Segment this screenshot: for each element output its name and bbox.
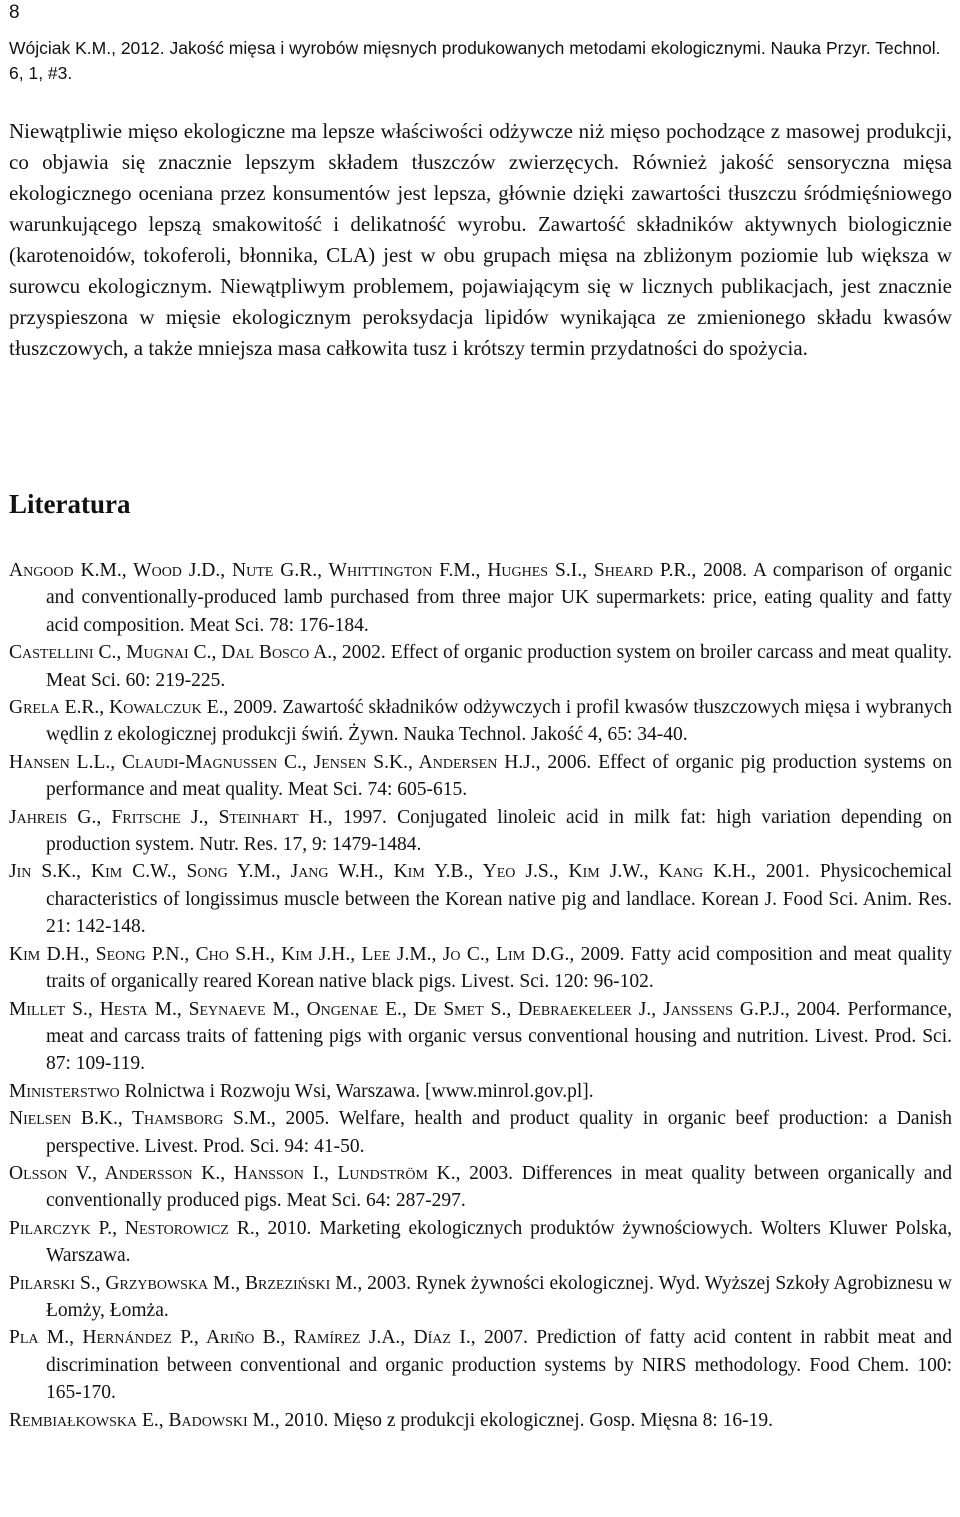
reference-authors: Pilarski S., Grzybowska M., Brzeziński M., 2003. — [9, 1272, 412, 1294]
reference-text: A comparison of organic and conventionally-produced lamb purchased from three major UK supermarkets: price, eating quality and fatty acid composition. Meat Sci. 78: 176-184. — [46, 560, 952, 636]
reference-text: Prediction of fatty acid content in rabbit meat and discrimination between conventional and organic production systems by NIRS methodology. Food Chem. 100: 165-170. — [46, 1327, 952, 1404]
reference-text: Rolnictwa i Rozwoju Wsi, Warszawa. [www.minrol.gov.pl]. — [124, 1080, 594, 1102]
reference-item — [9, 1160, 952, 1215]
body-paragraph: Niewątpliwie mięso ekologiczne ma lepsze właściwości odżywcze niż mięso pochodzące z masowej produkcji, co objawia się znacznie lepszym składem tłuszczów zwierzęcych. Również jakość sensoryczna mięsa ekologicznego oceniana przez konsumentów jest lepsza, głównie dzięki zawartości tłuszczu śródmięśniowego warunkującego lepszą smakowitość i delikatność wyrobu. Zawartość składników aktywnych biologicznie (karotenoidów, tokoferoli, błonnika, CLA) jest w obu grupach mięsa na zbliżonym poziomie lub większa w surowcu ekologicznym. Niewątpliwym problemem, pojawiającym się w licznych publikacjach, jest znacznie przyspieszona w mięsie ekologicznym peroksydacja lipidów wynikająca ze zmienionego składu kwasów tłuszczowych, a także mniejsza masa całkowita tusz i krótszy termin przydatności do spożycia. — [9, 119, 952, 360]
reference-text: Rynek żywności ekologicznej. Wyd. Wyższej Szkoły Agrobiznesu w Łomży, Łomża. — [46, 1272, 953, 1321]
reference-item — [9, 639, 952, 694]
reference-text: Fatty acid composition and meat quality traits of organically reared Korean native black pigs. Livest. Sci. 120: 96-102. — [46, 943, 953, 993]
reference-text: Physicochemical characteristics of longissimus muscle between the Korean native pig and landlace. Korean J. Food Sci. Anim. Res. 21: 142-148. — [46, 861, 952, 938]
reference-item — [9, 941, 952, 996]
reference-item — [9, 858, 952, 940]
reference-item — [9, 1270, 952, 1325]
reference-authors: Castellini C., Mugnai C., Dal Bosco A., 2002. — [9, 642, 386, 664]
reference-item — [9, 557, 952, 639]
reference-authors: Jahreis G., Fritsche J., Steinhart H., 1997. — [9, 806, 387, 828]
reference-text: Effect of organic pig production systems on performance and meat quality. Meat Sci. 74: 605-615. — [46, 751, 953, 801]
reference-text: Performance, meat and carcass traits of fattening pigs with organic versus conventional housing and nutrition. Livest. Prod. Sci. 87: 109-119. — [46, 998, 952, 1075]
reference-item — [9, 804, 952, 859]
reference-item — [9, 694, 952, 749]
reference-item — [9, 1324, 952, 1406]
reference-authors: Angood K.M., Wood J.D., Nute G.R., Whittington F.M., Hughes S.I., Sheard P.R., 2008. — [9, 560, 748, 581]
reference-authors: Olsson V., Andersson K., Hansson I., Lundström K., 2003. — [9, 1162, 514, 1184]
reference-authors: Hansen L.L., Claudi-Magnussen C., Jensen S.K., Andersen H.J., 2006. — [9, 751, 592, 773]
reference-text: Welfare, health and product quality in organic beef production: a Danish perspective. Livest. Prod. Sci. 94: 41-50. — [46, 1108, 952, 1157]
reference-item — [9, 1105, 952, 1160]
reference-text: Zawartość składników odżywczych i profil kwasów tłuszczowych mięsa i wybranych wędlin z ekologicznej produkcji świń. Żywn. Nauka Technol. Jakość 4, 65: 34-40. — [46, 697, 953, 746]
reference-text: Mięso z produkcji ekologicznej. Gosp. Mięsna 8: 16-19. — [333, 1409, 773, 1431]
reference-item — [9, 996, 952, 1078]
literature-heading: Literatura — [9, 489, 131, 519]
reference-item — [9, 1078, 952, 1105]
reference-text: Differences in meat quality between organically and conventionally produced pigs. Meat Sci. 64: 287-297. — [46, 1162, 952, 1212]
running-citation: Wójciak K.M., 2012. Jakość mięsa i wyrobów mięsnych produkowanych metodami ekologicznymi. Nauka Przyr. Technol. 6, 1, #3. — [9, 38, 941, 83]
reference-text: Effect of organic production system on broiler carcass and meat quality. Meat Sci. 60: 219-225. — [46, 642, 953, 691]
reference-authors: Kim D.H., Seong P.N., Cho S.H., Kim J.H., Lee J.M., Jo C., Lim D.G., 2009. — [9, 943, 625, 965]
reference-item — [9, 1407, 952, 1434]
reference-authors: Jin S.K., Kim C.W., Song Y.M., Jang W.H., Kim Y.B., Yeo J.S., Kim J.W., Kang K.H., 2001. — [9, 861, 810, 883]
reference-authors: Pilarczyk P., Nestorowicz R., 2010. — [9, 1217, 312, 1239]
reference-text: Marketing ekologicznych produktów żywnościowych. Wolters Kluwer Polska, Warszawa. — [46, 1217, 952, 1267]
reference-text: Conjugated linoleic acid in milk fat: high variation depending on production system. Nutr. Res. 17, 9: 1479-1484. — [46, 806, 953, 856]
reference-authors: Ministerstwo — [9, 1080, 120, 1102]
reference-authors: Millet S., Hesta M., Seynaeve M., Ongenae E., De Smet S., Debraekeleer J., Janssens G.P.J., 2004. — [9, 998, 841, 1020]
reference-item — [9, 1215, 952, 1270]
reference-authors: Pla M., Hernández P., Ariño B., Ramírez J.A., Díaz I., 2007. — [9, 1327, 528, 1349]
reference-list — [9, 557, 952, 1434]
reference-authors: Nielsen B.K., Thamsborg S.M., 2005. — [9, 1108, 330, 1130]
reference-authors: Grela E.R., Kowalczuk E., 2009. — [9, 697, 278, 719]
reference-authors: Rembiałkowska E., Badowski M., 2010. — [9, 1409, 329, 1431]
page-number: 8 — [9, 2, 20, 23]
reference-item — [9, 749, 952, 804]
